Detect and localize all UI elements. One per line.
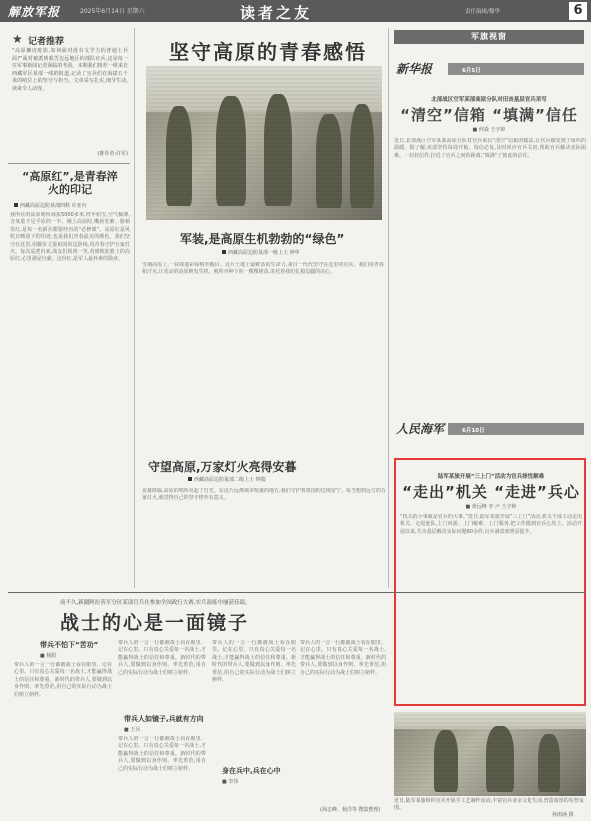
section1-body: 雪域高原上,一抹抹迷彩绿格外醒目。这片土地上最鲜活的生命力,来自一代代坚守在这里的官兵。我们用青春和汗水,让荒凉的高原焕发生机。哨所旁种下的一棵棵树苗,寄托着我们扎根边疆的决心。 <box>142 262 384 276</box>
recommendation-sign: (推荐者:许军) <box>97 151 128 157</box>
left-article-body: 我所在的高原哨所海拔5000多米,终年积雪,空气稀薄,含氧量不足平原的一半。刚上高原时,嘴唇发紫、脸颊发红,是每一名新兵都要经历的“必修课”。高原红是风吹日晒留下的印迹,也是我们青春最美的颜色。我们坚守在这里,用脚步丈量祖国的边防线,用青春守护万家灯火。每次巡逻归来,战友们相视一笑,看到彼此脸上的高原红,心里满是自豪。这份红,是军人最朴素的勋章。 <box>10 212 130 263</box>
bottom-item-body: 带兵人的一言一行都被战士看在眼里、记在心里。只有真心关爱每一名战士,才能赢得战士的信任和尊重。新时代的带兵人,要做到以身作则、率先垂范,用自己的实际行动为战士们树立榜样。 <box>118 640 206 676</box>
bottom-kicker: 前不久,新疆阿拉善军分区某部官兵在参加全国政行大赛,实兵演练中屡获佳绩。 <box>60 600 251 606</box>
bullet-icon <box>188 477 192 481</box>
story2-title: “走出”机关 “走进”兵心 <box>402 483 580 501</box>
section-divider <box>8 592 586 593</box>
section1-title: 军装,是高原生机勃勃的“绿色” <box>180 232 345 246</box>
star-icon: ★ <box>12 32 23 46</box>
bottom-item-sign: ■ 杨阳 <box>40 653 57 659</box>
story1-kicker: 北部战区空军某部高原分队对田丧基层官兵采写 <box>431 97 547 103</box>
bottom-item-title: 身在兵中,兵在心中 <box>222 767 281 775</box>
section2-title: 守望高原,万家灯火亮得安暮 <box>148 460 297 474</box>
newspaper-logo: 人民海军 <box>396 422 445 436</box>
section1-byline <box>222 249 300 256</box>
newspaper-logo: 解放军报 <box>8 5 61 19</box>
byline-text: 西藏高原边防某部一级上士 钟华 <box>228 250 300 256</box>
bottom-item-body: 带兵人的一言一行都被战士看在眼里、记在心里。只有真心关爱每一名战士,才能赢得战士的信任和尊重。新时代的带兵人,要做到以身作则、率先垂范,用自己的实际行动为战士们树立榜样。 <box>300 640 386 676</box>
story2-date: 6月10日 <box>462 428 485 434</box>
recommendation-title: 记者推荐 <box>28 37 65 47</box>
newspaper-logo: 新华报 <box>396 62 433 76</box>
bottom-item-title: 带兵人如镜子,兵就有方向 <box>124 715 204 723</box>
story1-body: 近日,北部战区空军某部高原分队对官兵来信“清空”信箱的做法,让官兵感受到了组织的温暖。据了解,该部坚持每周开箱、每信必复,及时回应官兵关切,帮助官兵解决实际困难。一封封信件,拉近了官兵之间的距离,“填满”了彼此的信任。 <box>394 138 586 159</box>
bottom-item-sign: ■ 李伟 <box>222 779 239 785</box>
bottom-item-body: 带兵人的一言一行都被战士看在眼里、记在心里。只有真心关爱每一名战士,才能赢得战士的信任和尊重。新时代的带兵人,要做到以身作则、率先垂范,用自己的实际行动为战士们树立榜样。 <box>14 662 112 698</box>
editor-credit: 责任编辑/穆华 <box>465 9 500 15</box>
column-divider <box>388 28 389 588</box>
bottom-item-title: 带兵不怕下“苦功” <box>40 641 99 649</box>
story2-byline: ■ 黄远峰 李 卢 王宇婷 <box>465 504 517 510</box>
bottom-item-body: 带兵人的一言一行都被战士看在眼里、记在心里。只有真心关爱每一名战士,才能赢得战士的信任和尊重。新时代的带兵人,要做到以身作则、率先垂范,用自己的实际行动为战士们树立榜样。 <box>118 736 206 772</box>
photo-credit: 孙雨涵 摄 <box>552 812 574 818</box>
issue-date: 2025年6月14日 星期六 <box>80 8 145 15</box>
bullet-icon <box>222 250 226 254</box>
left-article-title: “高原红”,是青春淬火的印记 <box>22 170 118 196</box>
bottom-item-sign: ■ 王兵 <box>124 727 141 733</box>
section2-body: 夜幕降临,高原的哨所亮起了灯光。在这片远离城市喧嚣的地方,我们守护着祖国的边境安宁。每当想到远方的万家灯火,就觉得自己的坚守格外有意义。 <box>142 488 386 502</box>
page-header <box>0 0 591 22</box>
soldiers-photo <box>146 66 382 220</box>
left-article-author <box>14 202 87 209</box>
page-number: 6 <box>569 2 587 20</box>
story1-title: “清空”信箱 “填满”信任 <box>400 106 578 124</box>
bottom-footer-sign: (海志峰、杨洋等 搜集整理) <box>320 807 381 813</box>
column-divider <box>134 28 135 588</box>
story2-body: “机关的小事就是官兵的大事。”近日,陆军某旅开展“三上门”活动,机关干部主动走出机关、走进连队,上门问需、上门解难、上门服务,把工作做到官兵心坎上。活动开展以来,共为基层解决实际问题60余件,官兵满意度明显提升。 <box>400 514 582 535</box>
bullet-icon <box>14 203 18 207</box>
story1-date: 6月5日 <box>462 68 481 74</box>
section2-byline <box>188 476 266 483</box>
divider <box>8 163 130 164</box>
main-headline: 坚守高原的青春感悟 <box>169 40 367 64</box>
byline-text: 西藏高原边防某部二级上士 钟瑞 <box>194 477 266 483</box>
section-title: 读者之友 <box>240 4 313 22</box>
right-column-header: 军旗视窗 <box>394 30 584 44</box>
handicraft-photo <box>394 712 586 796</box>
bottom-item-body: 带兵人的一言一行都被战士看在眼里、记在心里。只有真心关爱每一名战士,才能赢得战士的信任和尊重。新时代的带兵人,要做到以身作则、率先垂范,用自己的实际行动为战士们树立榜样。 <box>212 640 296 684</box>
recommendation-box <box>8 30 130 160</box>
story1-byline: ■ 何焱 王宇婷 <box>472 127 506 133</box>
author-text: 西藏高原边防某部四科 许亚台 <box>20 203 87 209</box>
photo-caption: 近日,陆军某旅组织官兵开展手工艺制作活动,丰富官兵业余文化生活,营造浓厚的军营氛围。 <box>394 798 584 811</box>
recommendation-body: “高原狮虎驼影,如何面对没有文学力的普通士兵面?”面对被派到艰苦边远地区的部队官兵,这是每一位军事新闻记者面临的考验。本期我们推荐一组来自西藏军区某部一线的报道,记录了官兵们在海拔五千米的哨位上的坚守与担当。文章采写扎实,细节生动,读来令人动容。 <box>12 48 128 92</box>
story2-kicker: 陆军某旅开展“三上门”活动为官兵排忧解难 <box>437 474 545 480</box>
bottom-title: 战士的心是一面镜子 <box>60 612 250 634</box>
